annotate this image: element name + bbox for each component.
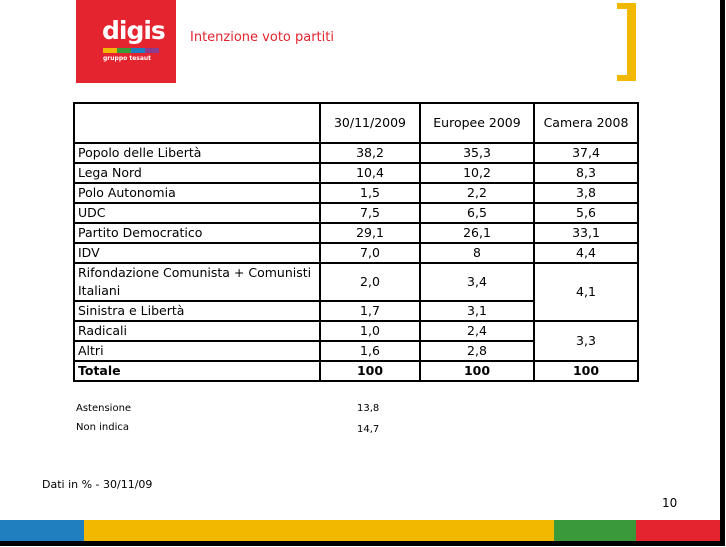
table-row xyxy=(74,183,638,203)
logo-stripe-blue xyxy=(131,48,145,53)
value-30-11-2009: 7,0 xyxy=(320,243,420,263)
value-30-11-2009: 10,4 xyxy=(320,163,420,183)
logo-subtitle: gruppo tesaut xyxy=(103,55,152,62)
value-europee-2009: 26,1 xyxy=(420,223,534,243)
value-camera-2008: 5,6 xyxy=(534,203,638,223)
total-camera-2008: 100 xyxy=(534,361,638,381)
bottom-bar-red xyxy=(636,520,720,541)
value-europee-2009: 6,5 xyxy=(420,203,534,223)
logo-stripe-purple xyxy=(145,48,159,53)
party-name: Lega Nord xyxy=(74,163,320,183)
value-30-11-2009: 1,6 xyxy=(320,341,420,361)
table-row xyxy=(74,143,638,163)
value-europee-2009: 2,4 xyxy=(420,321,534,341)
value-europee-2009: 8 xyxy=(420,243,534,263)
header-cell-camera-2008: Camera 2008 xyxy=(534,103,638,143)
total-europee-2009: 100 xyxy=(420,361,534,381)
value-europee-2009: 2,2 xyxy=(420,183,534,203)
value-30-11-2009: 29,1 xyxy=(320,223,420,243)
value-europee-2009: 3,1 xyxy=(420,301,534,321)
value-camera-2008: 33,1 xyxy=(534,223,638,243)
value-camera-2008: 3,3 xyxy=(534,321,638,361)
slide-title: Intenzione voto partiti xyxy=(190,30,334,45)
table-total-row xyxy=(74,361,638,381)
logo-stripe-yellow xyxy=(103,48,117,53)
party-name: Partito Democratico xyxy=(74,223,320,243)
party-name: Sinistra e Libertà xyxy=(74,301,320,321)
value-camera-2008: 4,4 xyxy=(534,243,638,263)
value-30-11-2009: 2,0 xyxy=(320,263,420,301)
value-europee-2009: 2,8 xyxy=(420,341,534,361)
value-30-11-2009: 7,5 xyxy=(320,203,420,223)
table-row xyxy=(74,321,638,341)
total-label: Totale xyxy=(74,361,320,381)
party-name: IDV xyxy=(74,243,320,263)
table-row xyxy=(74,163,638,183)
value-europee-2009: 3,4 xyxy=(420,263,534,301)
results-table xyxy=(73,102,639,382)
bottom-bar-green xyxy=(554,520,636,541)
astensione-value: 13,8 xyxy=(357,403,380,414)
table-row xyxy=(74,203,638,223)
logo-wordmark: digis xyxy=(102,16,165,45)
value-camera-2008: 8,3 xyxy=(534,163,638,183)
footnote: Dati in % - 30/11/09 xyxy=(42,478,153,491)
value-30-11-2009: 1,7 xyxy=(320,301,420,321)
value-camera-2008: 37,4 xyxy=(534,143,638,163)
table-row xyxy=(74,223,638,243)
value-europee-2009: 35,3 xyxy=(420,143,534,163)
value-camera-2008: 3,8 xyxy=(534,183,638,203)
party-name: Radicali xyxy=(74,321,320,341)
value-camera-2008: 4,1 xyxy=(534,263,638,321)
logo-stripe-green xyxy=(117,48,131,53)
table-row xyxy=(74,263,638,301)
value-30-11-2009: 1,5 xyxy=(320,183,420,203)
bottom-bar-yellow xyxy=(84,520,554,541)
header-cell-empty xyxy=(74,103,320,143)
table-header-row xyxy=(74,103,638,143)
table-row xyxy=(74,243,638,263)
page-number: 10 xyxy=(662,496,678,510)
value-30-11-2009: 38,2 xyxy=(320,143,420,163)
total-30-11-2009: 100 xyxy=(320,361,420,381)
bottom-bar-blue xyxy=(0,520,84,541)
non-indica-value: 14,7 xyxy=(357,424,380,435)
party-name: Rifondazione Comunista + Comunisti Italiani xyxy=(74,263,320,301)
yellow-bracket-icon xyxy=(617,3,636,81)
party-name: Polo Autonomia xyxy=(74,183,320,203)
party-name: Popolo delle Libertà xyxy=(74,143,320,163)
party-name: Altri xyxy=(74,341,320,361)
astensione-label: Astensione xyxy=(76,403,132,414)
digis-logo xyxy=(76,0,176,83)
value-30-11-2009: 1,0 xyxy=(320,321,420,341)
party-name: UDC xyxy=(74,203,320,223)
header-cell-europee-2009: Europee 2009 xyxy=(420,103,534,143)
header-cell-30-11-2009: 30/11/2009 xyxy=(320,103,420,143)
value-europee-2009: 10,2 xyxy=(420,163,534,183)
non-indica-label: Non indica xyxy=(76,422,129,433)
